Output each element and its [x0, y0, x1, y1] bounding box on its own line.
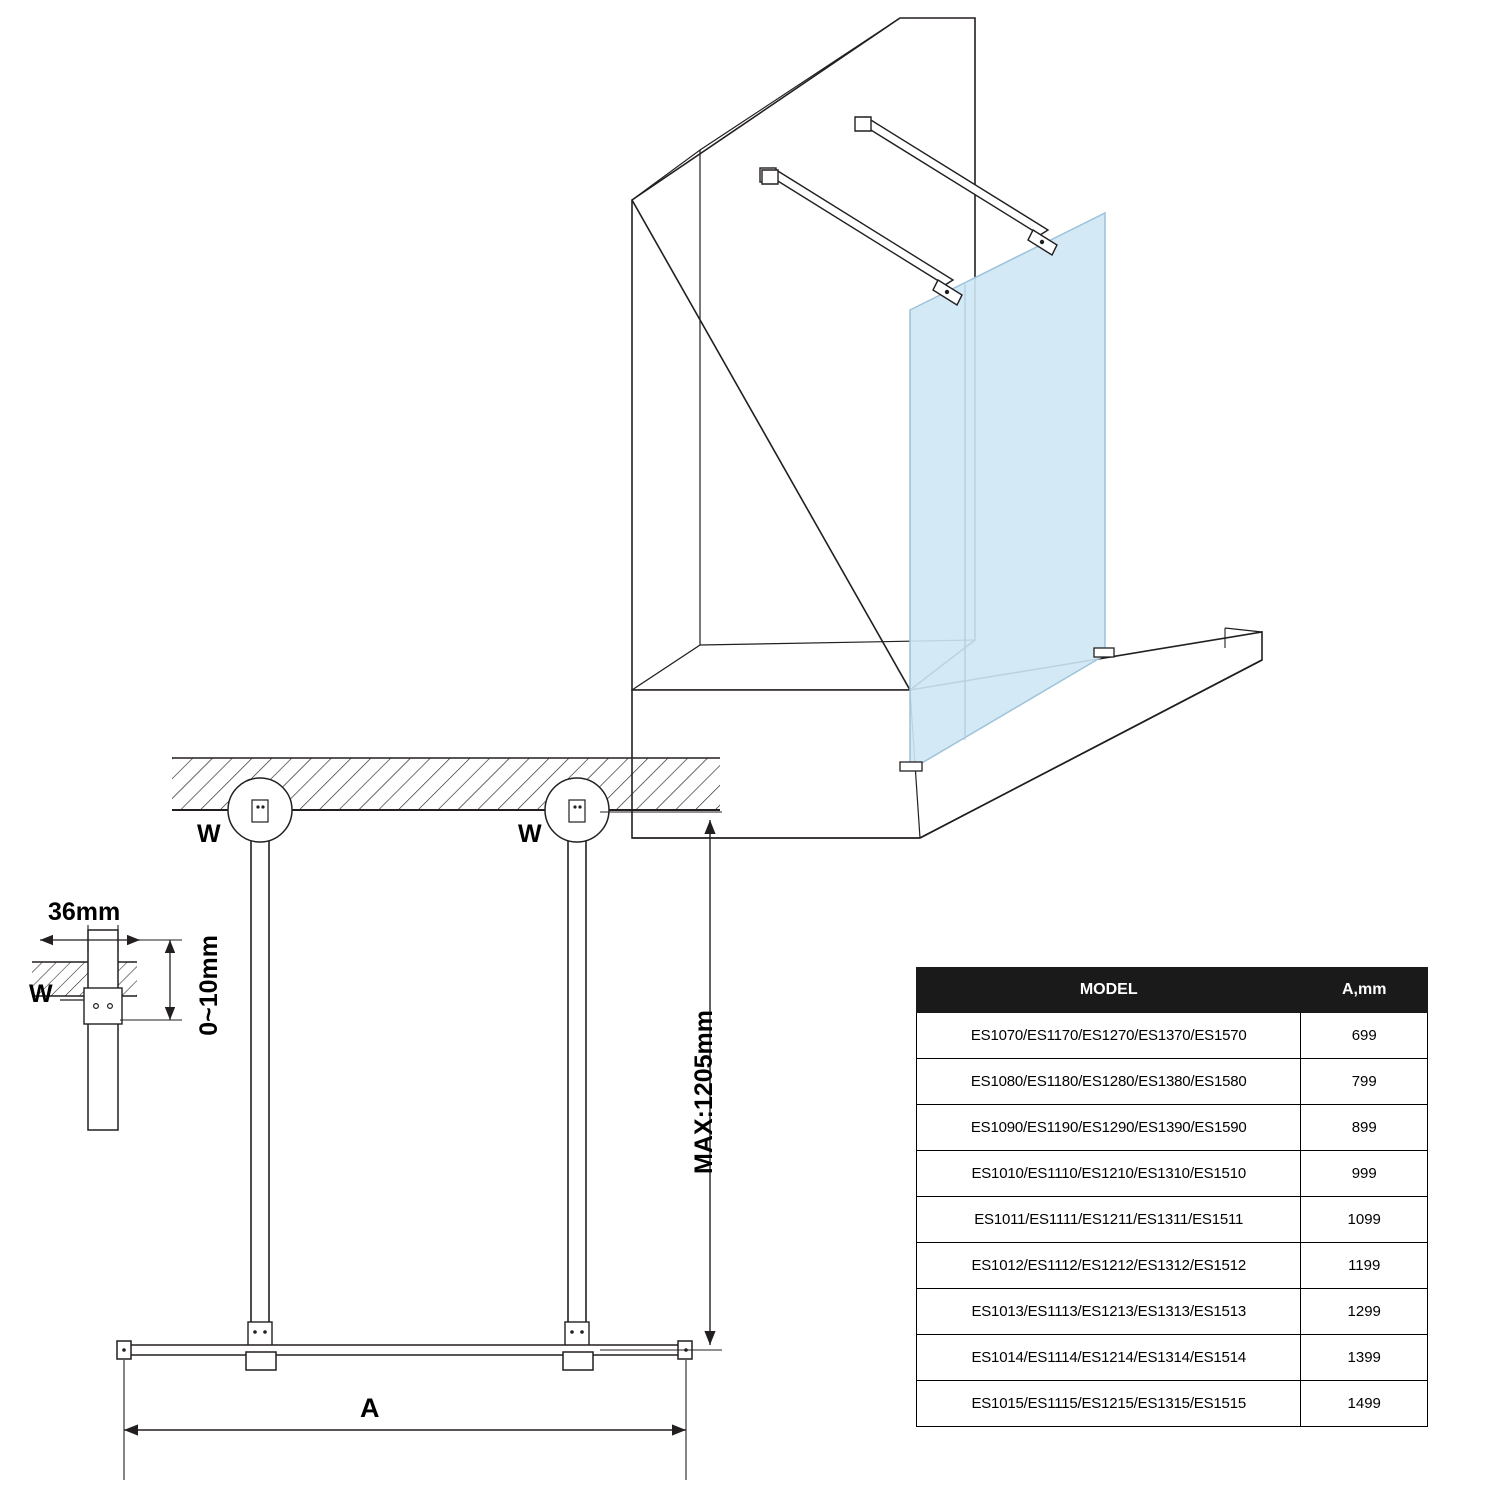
label-max-height: MAX:1205mm: [690, 1010, 718, 1174]
column-header-model: MODEL: [917, 968, 1301, 1013]
label-width-a: A: [360, 1393, 380, 1423]
cell-model: ES1070/ES1170/ES1270/ES1370/ES1570: [917, 1013, 1301, 1059]
cell-model: ES1011/ES1111/ES1211/ES1311/ES1511: [917, 1197, 1301, 1243]
label-w-detail: W: [29, 980, 53, 1008]
table-row: [917, 1013, 1428, 1059]
cell-a-value: 799: [1301, 1059, 1428, 1105]
width-dimension: [124, 1360, 686, 1480]
label-thickness: 36mm: [48, 898, 121, 926]
vertical-posts: [251, 810, 586, 1350]
column-header-a: A,mm: [1301, 968, 1428, 1013]
cell-a-value: 1099: [1301, 1197, 1428, 1243]
cell-a-value: 1199: [1301, 1243, 1428, 1289]
label-w-right: W: [518, 820, 542, 848]
cell-model: ES1010/ES1110/ES1210/ES1310/ES1510: [917, 1151, 1301, 1197]
table-header-row: [917, 968, 1428, 1013]
table-row: [917, 1289, 1428, 1335]
cell-model: ES1080/ES1180/ES1280/ES1380/ES1580: [917, 1059, 1301, 1105]
bottom-glass-rail: [117, 1341, 692, 1370]
table-row: [917, 1243, 1428, 1289]
cell-a-value: 899: [1301, 1105, 1428, 1151]
cell-model: ES1090/ES1190/ES1290/ES1390/ES1590: [917, 1105, 1301, 1151]
cell-a-value: 999: [1301, 1151, 1428, 1197]
cell-a-value: 1399: [1301, 1335, 1428, 1381]
table-row: [917, 1105, 1428, 1151]
detail-w-bracket: [32, 925, 182, 1130]
cell-model: ES1015/ES1115/ES1215/ES1315/ES1515: [917, 1381, 1301, 1427]
cell-a-value: 699: [1301, 1013, 1428, 1059]
cell-a-value: 1499: [1301, 1381, 1428, 1427]
model-spec-table: [916, 967, 1428, 1427]
table-row: [917, 1381, 1428, 1427]
table-row: [917, 1151, 1428, 1197]
label-w-left: W: [197, 820, 221, 848]
cell-a-value: 1299: [1301, 1289, 1428, 1335]
table-row: [917, 1335, 1428, 1381]
table-row: [917, 1197, 1428, 1243]
table-row: [917, 1059, 1428, 1105]
cell-model: ES1013/ES1113/ES1213/ES1313/ES1513: [917, 1289, 1301, 1335]
cell-model: ES1012/ES1112/ES1212/ES1312/ES1512: [917, 1243, 1301, 1289]
label-gap-range: 0~10mm: [195, 935, 223, 1036]
cell-model: ES1014/ES1114/ES1214/ES1314/ES1514: [917, 1335, 1301, 1381]
